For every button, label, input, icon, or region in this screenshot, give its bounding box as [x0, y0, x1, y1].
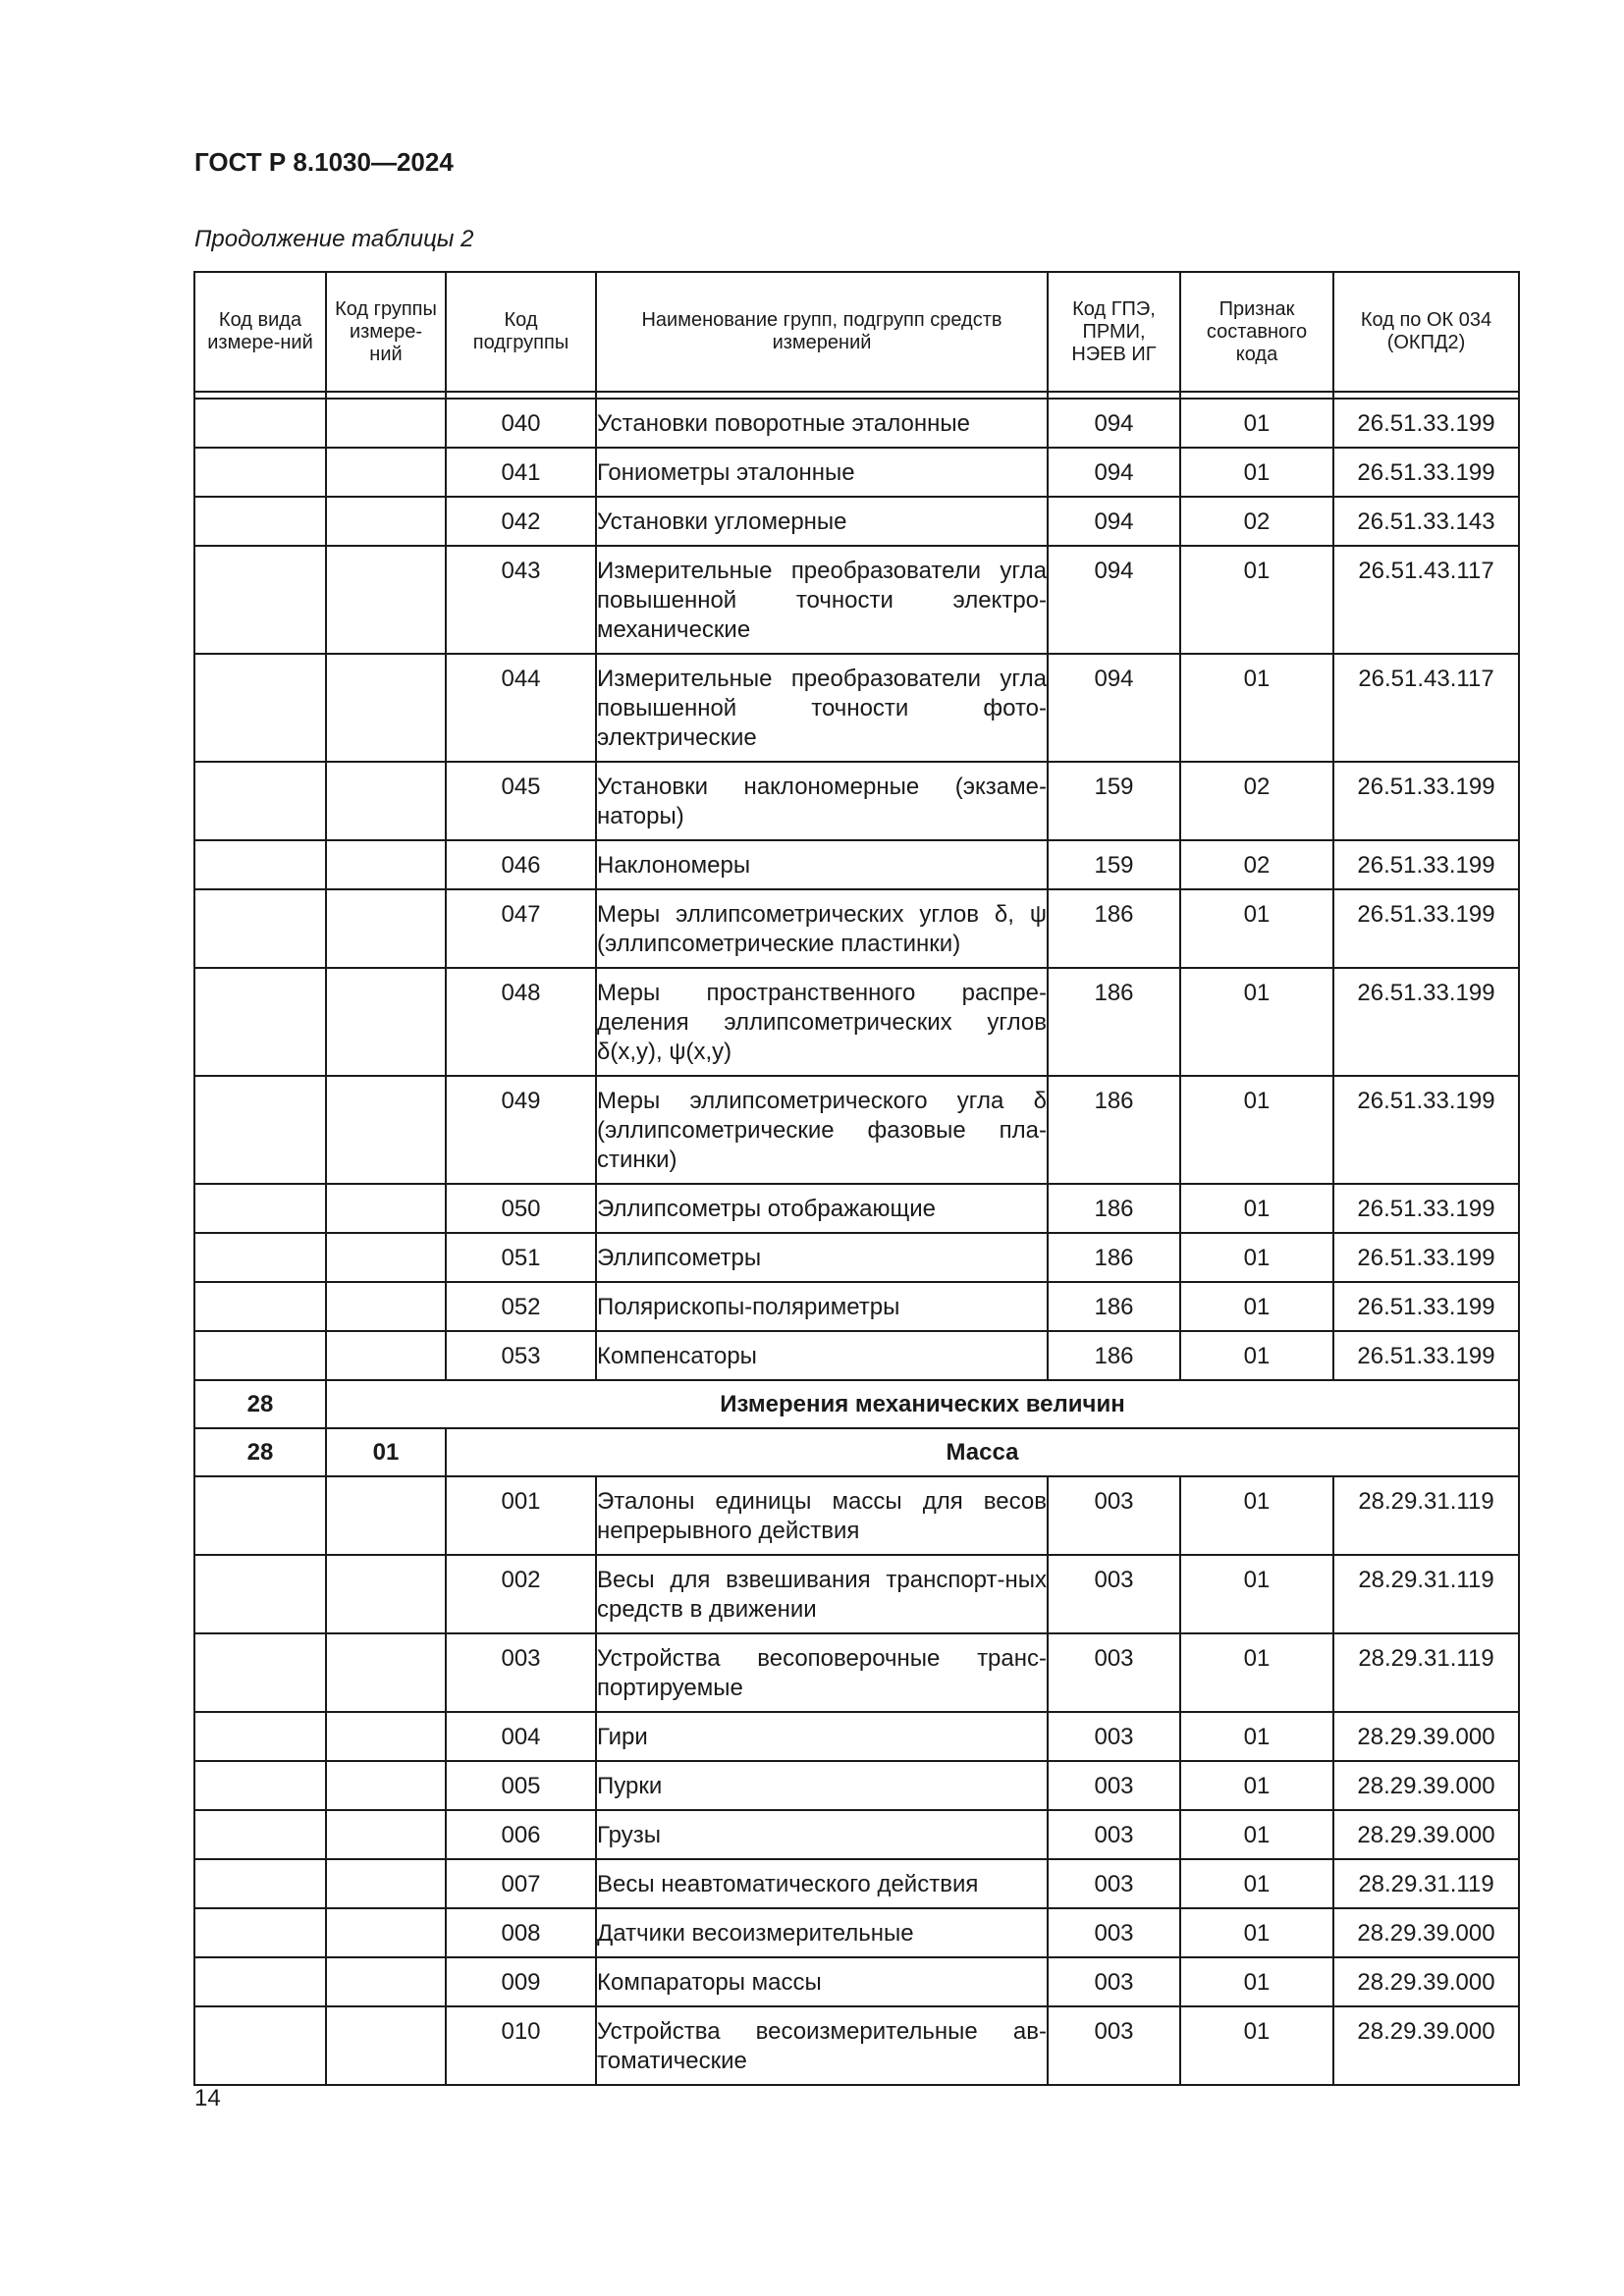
header-gpe-code: Код ГПЭ, ПРМИ, НЭЕВ ИГ — [1048, 272, 1180, 392]
okpd-code-cell: 26.51.33.199 — [1333, 1184, 1519, 1233]
okpd-code-cell: 28.29.39.000 — [1333, 2006, 1519, 2085]
header-composite-flag: Признак составного кода — [1180, 272, 1333, 392]
group-code-cell — [326, 1476, 446, 1555]
name-cell: Пурки — [596, 1761, 1048, 1810]
group-code-cell — [326, 654, 446, 762]
kind-code-cell — [194, 1859, 326, 1908]
gpe-code-cell: 003 — [1048, 1476, 1180, 1555]
kind-code-cell — [194, 2006, 326, 2085]
subgroup-code-cell: 045 — [446, 762, 596, 840]
kind-code-cell — [194, 1633, 326, 1712]
subgroup-code-cell: 050 — [446, 1184, 596, 1233]
header-name: Наименование групп, подгрупп средств измерений — [596, 272, 1048, 392]
group-code-cell — [326, 1076, 446, 1184]
table-header-row — [194, 272, 1519, 392]
name-cell: Весы для взвешивания транспорт-ных средств в движении — [596, 1555, 1048, 1633]
name-cell: Устройства весоизмерительные ав-томатические — [596, 2006, 1048, 2085]
okpd-code-cell: 26.51.33.143 — [1333, 497, 1519, 546]
header-okpd-code: Код по ОК 034 (ОКПД2) — [1333, 272, 1519, 392]
table-row — [194, 1633, 1519, 1712]
subgroup-code-cell: 010 — [446, 2006, 596, 2085]
table-body-mass — [194, 1476, 1519, 2085]
okpd-code-cell: 26.51.33.199 — [1333, 840, 1519, 889]
table-row — [194, 2006, 1519, 2085]
name-cell: Гири — [596, 1712, 1048, 1761]
table-row — [194, 1184, 1519, 1233]
composite-flag-cell: 01 — [1180, 1712, 1333, 1761]
composite-flag-cell: 01 — [1180, 1555, 1333, 1633]
gpe-code-cell: 159 — [1048, 762, 1180, 840]
kind-code-cell — [194, 1761, 326, 1810]
kind-code-cell — [194, 889, 326, 968]
kind-code-cell — [194, 1233, 326, 1282]
okpd-code-cell: 26.51.33.199 — [1333, 1331, 1519, 1380]
group-code-cell — [326, 889, 446, 968]
gpe-code-cell: 094 — [1048, 497, 1180, 546]
composite-flag-cell: 01 — [1180, 1633, 1333, 1712]
section-title: Измерения механических величин — [326, 1380, 1519, 1428]
composite-flag-cell: 01 — [1180, 399, 1333, 448]
table-row — [194, 399, 1519, 448]
section-kind-code: 28 — [194, 1428, 326, 1476]
group-code-cell — [326, 1712, 446, 1761]
table-row — [194, 1859, 1519, 1908]
table-section-rows — [194, 1380, 1519, 1476]
composite-flag-cell: 01 — [1180, 654, 1333, 762]
gpe-code-cell: 003 — [1048, 1712, 1180, 1761]
section-group-code: 01 — [326, 1428, 446, 1476]
composite-flag-cell: 01 — [1180, 1184, 1333, 1233]
table-body-angles — [194, 399, 1519, 1380]
kind-code-cell — [194, 1957, 326, 2006]
section-kind-code: 28 — [194, 1380, 326, 1428]
table-row — [194, 840, 1519, 889]
subgroup-code-cell: 042 — [446, 497, 596, 546]
composite-flag-cell: 01 — [1180, 1957, 1333, 2006]
table-row — [194, 448, 1519, 497]
group-code-cell — [326, 399, 446, 448]
subgroup-code-cell: 046 — [446, 840, 596, 889]
kind-code-cell — [194, 968, 326, 1076]
name-cell: Установки угломерные — [596, 497, 1048, 546]
header-spacer-row — [194, 392, 1519, 399]
table-row — [194, 1233, 1519, 1282]
subgroup-code-cell: 006 — [446, 1810, 596, 1859]
okpd-code-cell: 26.51.33.199 — [1333, 968, 1519, 1076]
okpd-code-cell: 28.29.39.000 — [1333, 1712, 1519, 1761]
kind-code-cell — [194, 654, 326, 762]
group-code-cell — [326, 497, 446, 546]
kind-code-cell — [194, 448, 326, 497]
page-number: 14 — [194, 2085, 221, 2111]
subgroup-code-cell: 051 — [446, 1233, 596, 1282]
okpd-code-cell: 28.29.39.000 — [1333, 1810, 1519, 1859]
section-row-28-01 — [194, 1428, 1519, 1476]
gpe-code-cell: 094 — [1048, 448, 1180, 497]
table-row — [194, 546, 1519, 654]
kind-code-cell — [194, 1282, 326, 1331]
okpd-code-cell: 26.51.33.199 — [1333, 448, 1519, 497]
composite-flag-cell: 02 — [1180, 840, 1333, 889]
name-cell: Датчики весоизмерительные — [596, 1908, 1048, 1957]
subgroup-code-cell: 009 — [446, 1957, 596, 2006]
okpd-code-cell: 28.29.39.000 — [1333, 1761, 1519, 1810]
subgroup-code-cell: 048 — [446, 968, 596, 1076]
name-cell: Наклономеры — [596, 840, 1048, 889]
composite-flag-cell: 02 — [1180, 762, 1333, 840]
gpe-code-cell: 003 — [1048, 1633, 1180, 1712]
group-code-cell — [326, 1908, 446, 1957]
gpe-code-cell: 003 — [1048, 1555, 1180, 1633]
group-code-cell — [326, 762, 446, 840]
composite-flag-cell: 01 — [1180, 1761, 1333, 1810]
okpd-code-cell: 26.51.33.199 — [1333, 399, 1519, 448]
kind-code-cell — [194, 399, 326, 448]
table-row — [194, 1331, 1519, 1380]
kind-code-cell — [194, 1810, 326, 1859]
okpd-code-cell: 26.51.43.117 — [1333, 546, 1519, 654]
group-code-cell — [326, 840, 446, 889]
table-row — [194, 1761, 1519, 1810]
kind-code-cell — [194, 840, 326, 889]
name-cell: Грузы — [596, 1810, 1048, 1859]
name-cell: Измерительные преобразователи угла повышенной точности электро-механические — [596, 546, 1048, 654]
gpe-code-cell: 003 — [1048, 2006, 1180, 2085]
composite-flag-cell: 01 — [1180, 1859, 1333, 1908]
table-row — [194, 1810, 1519, 1859]
name-cell: Устройства весоповерочные транс-портируемые — [596, 1633, 1048, 1712]
group-code-cell — [326, 1184, 446, 1233]
kind-code-cell — [194, 1076, 326, 1184]
name-cell: Гониометры эталонные — [596, 448, 1048, 497]
okpd-code-cell: 26.51.43.117 — [1333, 654, 1519, 762]
subgroup-code-cell: 052 — [446, 1282, 596, 1331]
group-code-cell — [326, 968, 446, 1076]
okpd-code-cell: 26.51.33.199 — [1333, 1233, 1519, 1282]
table-row — [194, 654, 1519, 762]
table-row — [194, 1957, 1519, 2006]
okpd-code-cell: 28.29.31.119 — [1333, 1555, 1519, 1633]
gpe-code-cell: 186 — [1048, 1331, 1180, 1380]
subgroup-code-cell: 049 — [446, 1076, 596, 1184]
gpe-code-cell: 003 — [1048, 1957, 1180, 2006]
name-cell: Измерительные преобразователи угла повышенной точности фото-электрические — [596, 654, 1048, 762]
kind-code-cell — [194, 1331, 326, 1380]
name-cell: Эллипсометры — [596, 1233, 1048, 1282]
document-header: ГОСТ Р 8.1030—2024 — [194, 147, 454, 177]
table-row — [194, 1282, 1519, 1331]
gpe-code-cell: 003 — [1048, 1761, 1180, 1810]
group-code-cell — [326, 1859, 446, 1908]
section-title: Масса — [446, 1428, 1519, 1476]
group-code-cell — [326, 1555, 446, 1633]
okpd-code-cell: 28.29.31.119 — [1333, 1476, 1519, 1555]
composite-flag-cell: 01 — [1180, 1331, 1333, 1380]
group-code-cell — [326, 1233, 446, 1282]
group-code-cell — [326, 2006, 446, 2085]
subgroup-code-cell: 002 — [446, 1555, 596, 1633]
gpe-code-cell: 186 — [1048, 1076, 1180, 1184]
composite-flag-cell: 01 — [1180, 546, 1333, 654]
group-code-cell — [326, 1633, 446, 1712]
table-row — [194, 968, 1519, 1076]
name-cell: Полярископы-поляриметры — [596, 1282, 1048, 1331]
name-cell: Установки наклономерные (экзаме-наторы) — [596, 762, 1048, 840]
okpd-code-cell: 28.29.31.119 — [1333, 1633, 1519, 1712]
subgroup-code-cell: 047 — [446, 889, 596, 968]
kind-code-cell — [194, 1555, 326, 1633]
gpe-code-cell: 186 — [1048, 968, 1180, 1076]
gpe-code-cell: 186 — [1048, 1282, 1180, 1331]
kind-code-cell — [194, 762, 326, 840]
subgroup-code-cell: 005 — [446, 1761, 596, 1810]
table-row — [194, 762, 1519, 840]
okpd-code-cell: 26.51.33.199 — [1333, 1282, 1519, 1331]
gpe-code-cell: 094 — [1048, 546, 1180, 654]
name-cell: Эллипсометры отображающие — [596, 1184, 1048, 1233]
okpd-code-cell: 26.51.33.199 — [1333, 762, 1519, 840]
name-cell: Меры пространственного распре-деления эллипсометрических углов δ(x,y), ψ(x,y) — [596, 968, 1048, 1076]
gpe-code-cell: 186 — [1048, 889, 1180, 968]
group-code-cell — [326, 1957, 446, 2006]
subgroup-code-cell: 043 — [446, 546, 596, 654]
name-cell: Эталоны единицы массы для весов непрерывного действия — [596, 1476, 1048, 1555]
name-cell: Меры эллипсометрического угла δ (эллипсометрические фазовые пла-стинки) — [596, 1076, 1048, 1184]
subgroup-code-cell: 003 — [446, 1633, 596, 1712]
table-row — [194, 1476, 1519, 1555]
section-row-28 — [194, 1380, 1519, 1428]
name-cell: Установки поворотные эталонные — [596, 399, 1048, 448]
subgroup-code-cell: 004 — [446, 1712, 596, 1761]
subgroup-code-cell: 053 — [446, 1331, 596, 1380]
kind-code-cell — [194, 1712, 326, 1761]
header-subgroup-code: Код подгруппы — [446, 272, 596, 392]
table-caption: Продолжение таблицы 2 — [194, 226, 474, 252]
group-code-cell — [326, 1331, 446, 1380]
composite-flag-cell: 01 — [1180, 1476, 1333, 1555]
okpd-code-cell: 28.29.39.000 — [1333, 1957, 1519, 2006]
composite-flag-cell: 02 — [1180, 497, 1333, 546]
header-kind-code: Код вида измере-ний — [194, 272, 326, 392]
gpe-code-cell: 003 — [1048, 1908, 1180, 1957]
group-code-cell — [326, 1282, 446, 1331]
gpe-code-cell: 159 — [1048, 840, 1180, 889]
kind-code-cell — [194, 546, 326, 654]
kind-code-cell — [194, 1476, 326, 1555]
table-row — [194, 1076, 1519, 1184]
kind-code-cell — [194, 1908, 326, 1957]
header-group-code: Код группы измере-ний — [326, 272, 446, 392]
kind-code-cell — [194, 497, 326, 546]
kind-code-cell — [194, 1184, 326, 1233]
okpd-code-cell: 26.51.33.199 — [1333, 1076, 1519, 1184]
composite-flag-cell: 01 — [1180, 1810, 1333, 1859]
subgroup-code-cell: 040 — [446, 399, 596, 448]
name-cell: Весы неавтоматического действия — [596, 1859, 1048, 1908]
gpe-code-cell: 003 — [1048, 1859, 1180, 1908]
group-code-cell — [326, 448, 446, 497]
composite-flag-cell: 01 — [1180, 889, 1333, 968]
subgroup-code-cell: 001 — [446, 1476, 596, 1555]
table-row — [194, 1555, 1519, 1633]
name-cell: Компараторы массы — [596, 1957, 1048, 2006]
group-code-cell — [326, 1810, 446, 1859]
gpe-code-cell: 186 — [1048, 1233, 1180, 1282]
composite-flag-cell: 01 — [1180, 448, 1333, 497]
subgroup-code-cell: 044 — [446, 654, 596, 762]
okpd-code-cell: 26.51.33.199 — [1333, 889, 1519, 968]
composite-flag-cell: 01 — [1180, 1076, 1333, 1184]
composite-flag-cell: 01 — [1180, 968, 1333, 1076]
table-row — [194, 889, 1519, 968]
okpd-code-cell: 28.29.39.000 — [1333, 1908, 1519, 1957]
composite-flag-cell: 01 — [1180, 1233, 1333, 1282]
composite-flag-cell: 01 — [1180, 1282, 1333, 1331]
table-row — [194, 497, 1519, 546]
subgroup-code-cell: 007 — [446, 1859, 596, 1908]
composite-flag-cell: 01 — [1180, 2006, 1333, 2085]
classification-table — [193, 271, 1520, 2086]
gpe-code-cell: 186 — [1048, 1184, 1180, 1233]
group-code-cell — [326, 1761, 446, 1810]
table-row — [194, 1908, 1519, 1957]
subgroup-code-cell: 008 — [446, 1908, 596, 1957]
gpe-code-cell: 094 — [1048, 399, 1180, 448]
gpe-code-cell: 094 — [1048, 654, 1180, 762]
group-code-cell — [326, 546, 446, 654]
name-cell: Меры эллипсометрических углов δ, ψ (эллипсометрические пластинки) — [596, 889, 1048, 968]
subgroup-code-cell: 041 — [446, 448, 596, 497]
composite-flag-cell: 01 — [1180, 1908, 1333, 1957]
gpe-code-cell: 003 — [1048, 1810, 1180, 1859]
name-cell: Компенсаторы — [596, 1331, 1048, 1380]
table-row — [194, 1712, 1519, 1761]
okpd-code-cell: 28.29.31.119 — [1333, 1859, 1519, 1908]
